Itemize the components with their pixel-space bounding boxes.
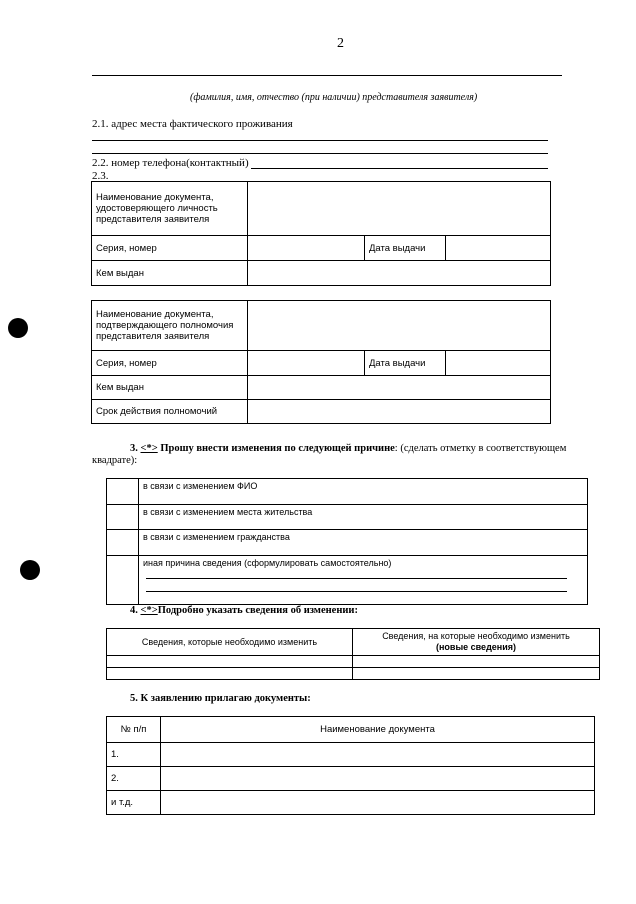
authority-document-table xyxy=(91,300,551,424)
punch-hole-bottom xyxy=(20,560,40,580)
section-4-number: 4. xyxy=(130,605,138,616)
address-label: 2.1. адрес места фактического проживания xyxy=(92,118,293,130)
changes-old-value-2[interactable] xyxy=(107,668,353,680)
identity-date-value[interactable] xyxy=(446,236,551,261)
section-3-marker: <*> xyxy=(140,443,158,454)
section-3-number: 3. xyxy=(130,443,138,454)
authority-doc-label: Наименование документа, подтверждающего полномочия представителя заявителя xyxy=(92,301,248,351)
representative-caption: (фамилия, имя, отчество (при наличии) представителя заявителя) xyxy=(190,92,478,103)
representative-name-line xyxy=(92,75,562,76)
identity-date-label: Дата выдачи xyxy=(365,236,446,261)
section-2-3-label: 2.3. xyxy=(92,170,109,182)
reason-label-1: в связи с изменением ФИО xyxy=(139,479,588,505)
changes-col-new xyxy=(353,629,600,656)
identity-doc-value[interactable] xyxy=(248,182,551,236)
reason-other-line-1[interactable] xyxy=(146,578,567,579)
attachment-row-number-3: и т.д. xyxy=(107,791,161,815)
phone-label: 2.2. номер телефона(контактный) xyxy=(92,157,249,169)
page-number: 2 xyxy=(337,36,344,51)
reason-checkbox-1[interactable] xyxy=(107,479,139,505)
identity-document-table xyxy=(91,181,551,286)
attachment-row-value-1[interactable] xyxy=(161,743,595,767)
changes-col-old: Сведения, которые необходимо изменить xyxy=(107,629,353,656)
authority-date-value[interactable] xyxy=(446,351,551,376)
attachments-col-number: № п/п xyxy=(107,717,161,743)
changes-old-value-1[interactable] xyxy=(107,656,353,668)
identity-issued-value[interactable] xyxy=(248,261,551,286)
attachments-col-name: Наименование документа xyxy=(161,717,595,743)
authority-validity-value[interactable] xyxy=(248,400,551,424)
attachment-row-value-2[interactable] xyxy=(161,767,595,791)
section-3-bold: Прошу внести изменения по следующей причине xyxy=(160,443,395,454)
reason-label-4: иная причина сведения (сформулировать самостоятельно) xyxy=(143,558,392,568)
punch-hole-top xyxy=(8,318,28,338)
authority-doc-value[interactable] xyxy=(248,301,551,351)
reason-other-line-2[interactable] xyxy=(146,591,567,592)
identity-series-label: Серия, номер xyxy=(92,236,248,261)
attachment-row-value-3[interactable] xyxy=(161,791,595,815)
identity-issued-label: Кем выдан xyxy=(92,261,248,286)
section-3-rest: : (сделать отметку в соответствующем xyxy=(394,443,567,454)
section-4-bold: Подробно указать сведения об изменении: xyxy=(157,605,358,616)
reason-label-2: в связи с изменением места жительства xyxy=(139,505,588,530)
changes-new-value-2[interactable] xyxy=(353,668,600,680)
section-3-rest-2: квадрате): xyxy=(92,455,138,466)
authority-series-value[interactable] xyxy=(248,351,365,376)
section-4-marker: <*> xyxy=(140,605,158,616)
changes-new-value-1[interactable] xyxy=(353,656,600,668)
authority-series-label: Серия, номер xyxy=(92,351,248,376)
attachments-table xyxy=(106,716,595,815)
changes-col-new-line2: (новые сведения) xyxy=(435,642,516,652)
identity-series-value[interactable] xyxy=(248,236,365,261)
reason-other-cell xyxy=(139,556,588,605)
section-5-heading: 5. К заявлению прилагаю документы: xyxy=(130,693,311,704)
authority-date-label: Дата выдачи xyxy=(365,351,446,376)
reason-table xyxy=(106,478,588,605)
address-line-2[interactable] xyxy=(92,153,548,154)
reason-checkbox-4[interactable] xyxy=(107,556,139,605)
phone-line[interactable] xyxy=(251,168,548,169)
identity-doc-label: Наименование документа, удостоверяющего личность представителя заявителя xyxy=(92,182,248,236)
authority-issued-label: Кем выдан xyxy=(92,376,248,400)
reason-checkbox-3[interactable] xyxy=(107,530,139,556)
authority-validity-label: Срок действия полномочий xyxy=(92,400,248,424)
reason-checkbox-2[interactable] xyxy=(107,505,139,530)
changes-col-new-line1: Сведения, на которые необходимо изменить xyxy=(382,631,570,641)
section-3-heading xyxy=(130,443,566,454)
authority-issued-value[interactable] xyxy=(248,376,551,400)
attachment-row-number-1: 1. xyxy=(107,743,161,767)
attachment-row-number-2: 2. xyxy=(107,767,161,791)
address-line-1[interactable] xyxy=(92,140,548,141)
reason-label-3: в связи с изменением гражданства xyxy=(139,530,588,556)
changes-table xyxy=(106,628,600,680)
section-4-heading xyxy=(130,605,358,616)
